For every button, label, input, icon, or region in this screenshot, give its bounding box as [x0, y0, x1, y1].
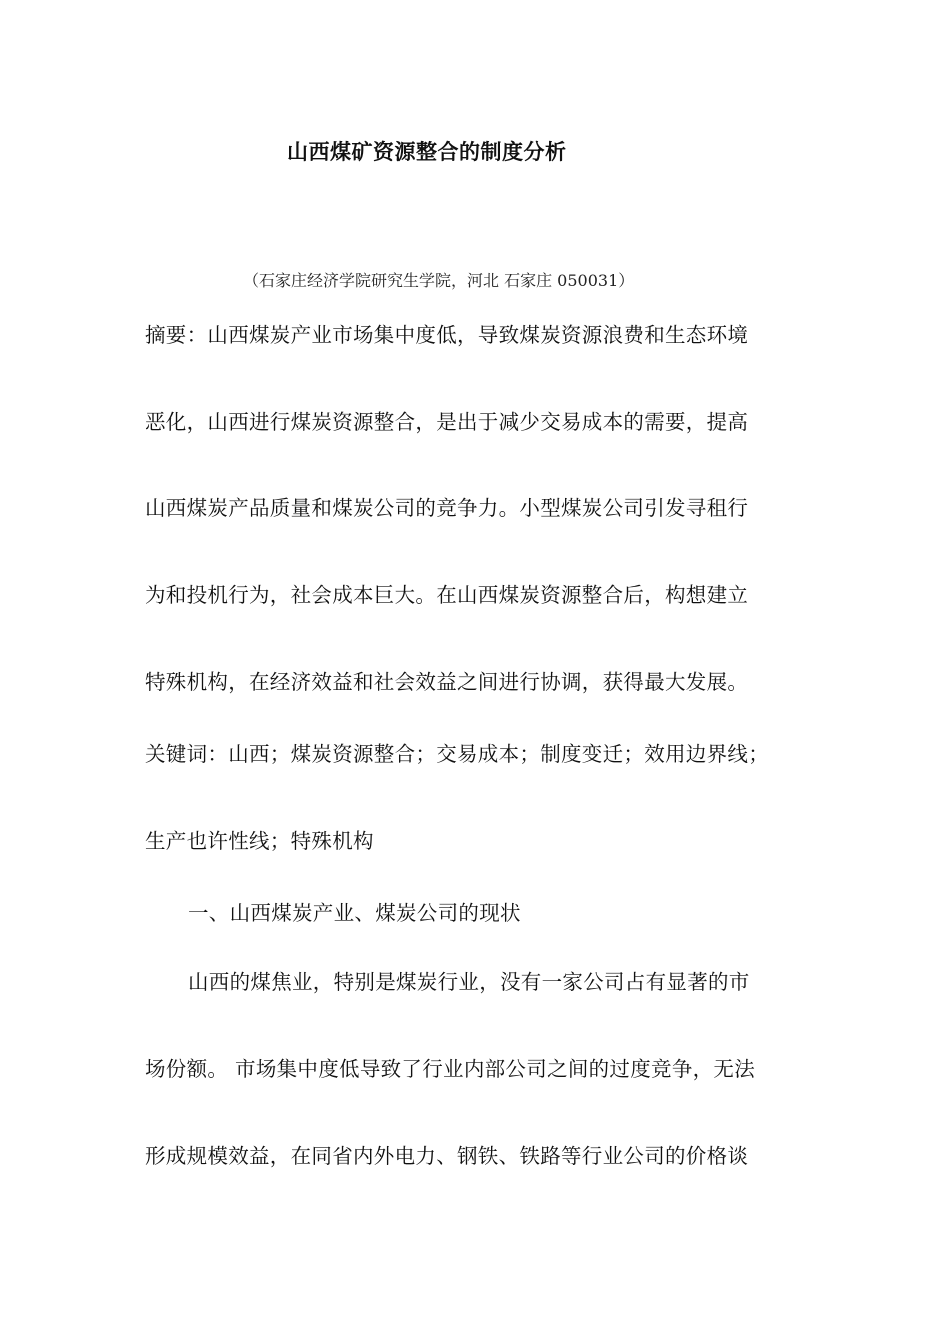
body-line: 山西的煤焦业，特别是煤炭行业，没有一家公司占有显著的市 — [188, 970, 750, 994]
abstract-line: 山西煤炭产品质量和煤炭公司的竞争力。小型煤炭公司引发寻租行 — [145, 496, 749, 520]
abstract-line: 恶化，山西进行煤炭资源整合，是出于减少交易成本的需要，提高 — [145, 410, 749, 434]
author-affiliation: （石家庄经济学院研究生学院，河北 石家庄 050031） — [243, 271, 635, 290]
body-line: 形成规模效益，在同省内外电力、钢铁、铁路等行业公司的价格谈 — [145, 1144, 749, 1168]
abstract-line: 为和投机行为，社会成本巨大。在山西煤炭资源整合后，构想建立 — [145, 583, 749, 607]
keywords-line: 生产也许性线；特殊机构 — [145, 829, 374, 853]
abstract-line: 特殊机构，在经济效益和社会效益之间进行协调，获得最大发展。 — [145, 670, 749, 694]
keywords-line: 关键词：山西；煤炭资源整合；交易成本；制度变迁；效用边界线； — [145, 742, 769, 766]
section-heading: 一、山西煤炭产业、煤炭公司的现状 — [188, 901, 521, 925]
document-title: 山西煤矿资源整合的制度分析 — [287, 140, 567, 164]
abstract-line: 摘要：山西煤炭产业市场集中度低，导致煤炭资源浪费和生态环境 — [145, 323, 749, 347]
body-line: 场份额。 市场集中度低导致了行业内部公司之间的过度竞争，无法 — [145, 1057, 756, 1081]
